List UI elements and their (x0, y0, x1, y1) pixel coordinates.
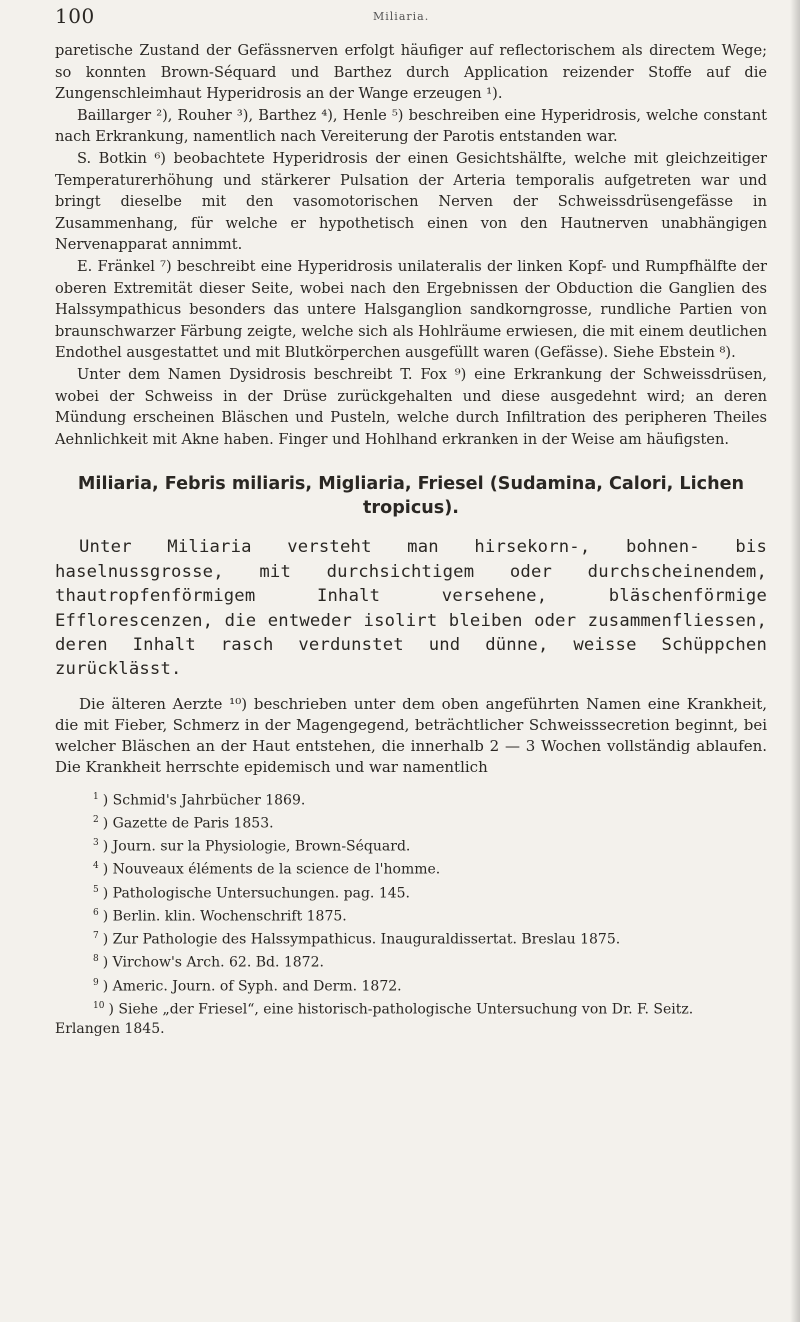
book-page (55, 0, 767, 1322)
footnote-text: Journ. sur la Physiologie, Brown-Séquard. (112, 838, 411, 855)
footnote-mark: 7 (93, 931, 99, 942)
footnote-mark: 5 (93, 884, 99, 895)
footnote-mark: 8 (93, 954, 99, 965)
footnote-9: $^9$ ) Americ. Journ. of Syph. and Derm. 1872. (93, 977, 402, 995)
paragraph-3: S. Botkin ⁶) beobachtete Hyperidrosis der einen Gesichtshälfte, welche mit gleichzeitiger Temperaturerhöhung und stärkerer Pulsation der Arteria temporalis aufgetreten war und bringt dieselbe mit den vasomotorischen Nerven der Schweissdrüsengefässe in Zusammenhang, für welche er hypothetisch einen von den Hautnerven unabhängigen Nervenapparat annimmt. (55, 149, 767, 254)
footnote-10: $^{10}$ ) Siehe „der Friesel“, eine historisch-pathologische Untersuchung von Dr. F. Seitz. (93, 1000, 694, 1018)
footnote-7: $^7$ ) Zur Pathologie des Halssympathicus. Inauguraldissertat. Breslau 1875. (93, 931, 621, 948)
footnote-8: $^8$ ) Virchow's Arch. 62. Bd. 1872. (93, 954, 324, 972)
footnote-text: Nouveaux éléments de la science de l'homme. (112, 862, 441, 879)
paragraph-2: Baillarger ²), Rouher ³), Barthez ⁴), Henle ⁵) beschreiben eine Hyperidrosis, welche constant nach Erkrankung, namentlich nach Vereiterung der Parotis entstanden war. (55, 106, 767, 146)
footnote-2: $^2$ ) Gazette de Paris 1853. (93, 814, 274, 832)
paragraph-4: E. Fränkel ⁷) beschreibt eine Hyperidrosis unilateralis der linken Kopf- und Rumpfhälfte der oberen Extremität dieser Seite, wobei nach den Ergebnissen der Obduction die Ganglien des Halssympathicus besonders das untere Halsganglion sandkorngrosse, rundliche Partien von braunschwarzer Färbung zeigte, welche sich als Hohlräume erwiesen, die mit einem deutlichen Endothel ausgestattet und mit Blutkörperchen ausgefüllt waren (Gefässe). Siehe Ebstein ⁸). (55, 257, 767, 362)
footnotes (55, 788, 767, 1040)
paragraph-5: Unter dem Namen Dysidrosis beschreibt T. Fox ⁹) eine Erkrankung der Schweissdrüsen, wobei der Schweiss in der Drüse zurückgehalten und diese ausgedehnt wird; an deren Mündung erscheinen Bläschen und Pusteln, welche durch Infiltration des peripheren Theiles Aehnlichkeit mit Akne haben. Finger und Hohlhand erkranken in der Weise am häufigsten. (55, 365, 767, 448)
section-heading: Miliaria, Febris miliaris, Migliaria, Friesel (Sudamina, Calori, Lichen tropicus). (77, 474, 745, 519)
footnote-1: $^1$ ) Schmid's Jahrbücher 1869. (93, 791, 306, 809)
footnote-text: Zur Pathologie des Halssympathicus. Inauguraldissertat. Breslau 1875. (112, 931, 621, 948)
footnote-mark: 1 (93, 791, 99, 802)
footnote-10-continuation: Erlangen 1845. (55, 1021, 165, 1038)
footnote-5: $^5$ ) Pathologische Untersuchungen. pag. 145. (93, 884, 411, 902)
footnote-mark: 2 (93, 814, 99, 825)
footnote-text: Siehe „der Friesel“, eine historisch-pathologische Untersuchung von Dr. F. Seitz. (118, 1001, 694, 1018)
footnote-6: $^6$ ) Berlin. klin. Wochenschrift 1875. (93, 907, 347, 925)
footnote-mark: 3 (93, 838, 99, 849)
footnote-3: $^3$ ) Journ. sur la Physiologie, Brown-Séquard. (93, 838, 411, 855)
definition-paragraph: Unter Miliaria versteht man hirsekorn-, bohnen- bis haselnussgrosse, mit durchsichtigem oder durchscheinendem, thautropfenförmigem Inhalt versehene, bläschenförmige Efflorescenzen, die entweder isolirt bleiben oder zusammenfliessen, deren Inhalt rasch verdunstet und dünne, weisse Schüppchen zurücklässt. (55, 537, 767, 680)
paragraph-1: paretische Zustand der Gefässnerven erfolgt häufiger auf reflectorischem als directem Wege; so konnten Brown-Séquard und Barthez durch Application reizender Stoffe auf die Zungenschleimhaut Hyperidrosis an der Wange erzeugen ¹). (55, 42, 767, 103)
running-title: Miliaria. (373, 10, 430, 23)
footnote-mark: 6 (93, 907, 99, 918)
running-head (55, 0, 767, 40)
page-number: 100 (55, 4, 95, 28)
footnote-text: Berlin. klin. Wochenschrift 1875. (112, 908, 347, 925)
footnote-text: Schmid's Jahrbücher 1869. (112, 792, 306, 809)
footnote-text: Pathologische Untersuchungen. pag. 145. (112, 885, 411, 902)
footnote-mark: 4 (93, 861, 99, 872)
footnote-4: $^4$ ) Nouveaux éléments de la science de l'homme. (93, 861, 441, 879)
footnote-text: Gazette de Paris 1853. (112, 815, 274, 832)
footnote-mark: 10 (93, 1000, 105, 1011)
footnote-text: Virchow's Arch. 62. Bd. 1872. (112, 955, 324, 972)
body-paragraph: Die älteren Aerzte ¹⁰) beschrieben unter dem oben angeführten Namen eine Krankheit, die mit Fieber, Schmerz in der Magengegend, beträchtlicher Schweisssecretion beginnt, bei welcher Bläschen an der Haut entstehen, die innerhalb 2 — 3 Wochen vollständig ablaufen. Die Krankheit herrschte epidemisch und war namentlich (55, 694, 767, 776)
footnote-mark: 9 (93, 977, 99, 988)
footnote-text: Americ. Journ. of Syph. and Derm. 1872. (112, 978, 402, 995)
page-edge-shadow (790, 0, 800, 1322)
